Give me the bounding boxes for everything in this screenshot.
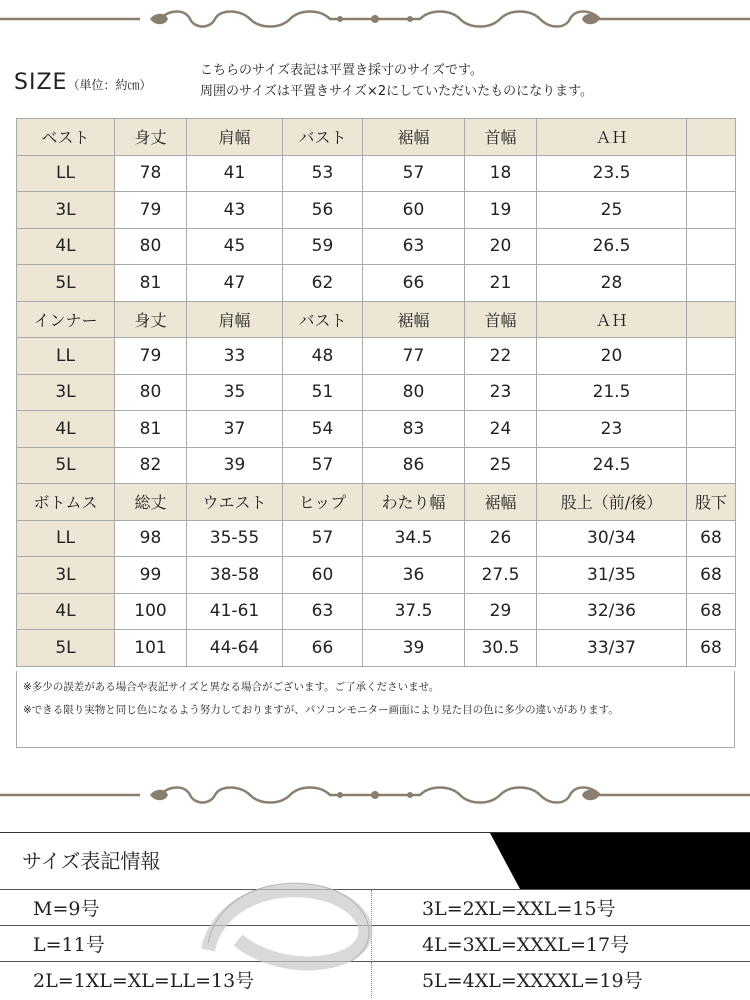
table-cell: 19 bbox=[465, 192, 537, 229]
column-header: 肩幅 bbox=[187, 301, 283, 338]
table-cell: 29 bbox=[465, 593, 537, 630]
table-row bbox=[17, 630, 736, 667]
table-cell: 81 bbox=[115, 265, 187, 302]
size-info-left: 2L=1XL=XL=LL=13号 bbox=[33, 970, 255, 992]
table-cell: 48 bbox=[283, 338, 363, 375]
table-cell: 79 bbox=[115, 192, 187, 229]
size-label-cell: LL bbox=[17, 155, 115, 192]
table-row bbox=[17, 411, 736, 448]
table-row bbox=[17, 265, 736, 302]
table-cell: 28 bbox=[537, 265, 687, 302]
column-header: 身丈 bbox=[115, 301, 187, 338]
size-label-text: SIZE bbox=[14, 70, 68, 95]
size-title bbox=[14, 70, 151, 95]
column-header: 股下 bbox=[687, 484, 736, 521]
table-cell: 35 bbox=[187, 374, 283, 411]
column-header: ボトムス bbox=[17, 484, 115, 521]
table-row bbox=[17, 557, 736, 594]
table-cell: 45 bbox=[187, 228, 283, 265]
table-row bbox=[17, 338, 736, 375]
table-row bbox=[17, 192, 736, 229]
table-cell: 98 bbox=[115, 520, 187, 557]
table-cell: 41 bbox=[187, 155, 283, 192]
table-cell: 20 bbox=[465, 228, 537, 265]
table-cell: 80 bbox=[115, 374, 187, 411]
table-cell: 22 bbox=[465, 338, 537, 375]
table-cell bbox=[687, 338, 736, 375]
table-cell: 25 bbox=[537, 192, 687, 229]
table-row bbox=[17, 593, 736, 630]
table-cell: 101 bbox=[115, 630, 187, 667]
table-cell: 38-58 bbox=[187, 557, 283, 594]
size-label-cell: 3L bbox=[17, 192, 115, 229]
bottoms-header-row bbox=[17, 484, 736, 521]
column-header: インナー bbox=[17, 301, 115, 338]
table-cell: 81 bbox=[115, 411, 187, 448]
table-cell bbox=[687, 447, 736, 484]
column-header: 総丈 bbox=[115, 484, 187, 521]
table-cell: 82 bbox=[115, 447, 187, 484]
table-cell: 57 bbox=[363, 155, 465, 192]
column-header: ヒップ bbox=[283, 484, 363, 521]
column-header bbox=[687, 301, 736, 338]
table-cell bbox=[687, 228, 736, 265]
table-cell: 27.5 bbox=[465, 557, 537, 594]
column-header: バスト bbox=[283, 119, 363, 156]
table-cell: 33 bbox=[187, 338, 283, 375]
column-header: 裾幅 bbox=[363, 301, 465, 338]
size-note-line1: こちらのサイズ表記は平置き採寸のサイズです。 bbox=[200, 63, 483, 78]
size-label-cell: LL bbox=[17, 520, 115, 557]
table-cell: 34.5 bbox=[363, 520, 465, 557]
table-cell: 68 bbox=[687, 630, 736, 667]
size-info-left: M=9号 bbox=[33, 898, 100, 920]
table-cell: 21 bbox=[465, 265, 537, 302]
table-cell: 18 bbox=[465, 155, 537, 192]
table-cell: 23 bbox=[537, 411, 687, 448]
size-label-cell: LL bbox=[17, 338, 115, 375]
note-color: ※できる限り実物と同じ色になるよう努力しておりますが、パソコンモニター画面により見た目の色に多少の違いがあります。 bbox=[23, 704, 619, 716]
bottom-flourish-divider bbox=[0, 780, 750, 810]
table-cell: 43 bbox=[187, 192, 283, 229]
table-cell: 39 bbox=[187, 447, 283, 484]
inner-header-row bbox=[17, 301, 736, 338]
table-cell: 100 bbox=[115, 593, 187, 630]
column-header: 肩幅 bbox=[187, 119, 283, 156]
table-cell: 37.5 bbox=[363, 593, 465, 630]
table-cell: 30/34 bbox=[537, 520, 687, 557]
table-cell: 20 bbox=[537, 338, 687, 375]
size-label-cell: 5L bbox=[17, 447, 115, 484]
size-label-cell: 4L bbox=[17, 593, 115, 630]
table-cell: 30.5 bbox=[465, 630, 537, 667]
table-cell: 68 bbox=[687, 593, 736, 630]
size-info-right: 5L=4XL=XXXXL=19号 bbox=[422, 970, 643, 992]
table-cell: 68 bbox=[687, 557, 736, 594]
table-cell: 33/37 bbox=[537, 630, 687, 667]
table-cell: 62 bbox=[283, 265, 363, 302]
size-table bbox=[16, 118, 736, 667]
column-header: わたり幅 bbox=[363, 484, 465, 521]
table-cell: 24.5 bbox=[537, 447, 687, 484]
table-cell: 47 bbox=[187, 265, 283, 302]
table-cell: 25 bbox=[465, 447, 537, 484]
size-label-cell: 5L bbox=[17, 630, 115, 667]
size-label-cell: 5L bbox=[17, 265, 115, 302]
table-cell: 80 bbox=[115, 228, 187, 265]
column-header: ウエスト bbox=[187, 484, 283, 521]
table-cell: 99 bbox=[115, 557, 187, 594]
size-note bbox=[200, 60, 593, 102]
table-cell: 21.5 bbox=[537, 374, 687, 411]
table-row bbox=[17, 520, 736, 557]
note-error: ※多少の誤差がある場合や表記サイズと異なる場合がございます。ご了承くださいませ。 bbox=[23, 681, 440, 693]
size-info-left: L=11号 bbox=[33, 934, 105, 956]
table-cell: 86 bbox=[363, 447, 465, 484]
table-cell: 66 bbox=[283, 630, 363, 667]
column-header: 身丈 bbox=[115, 119, 187, 156]
size-unit-text: （単位：約㎝） bbox=[67, 78, 152, 92]
table-cell bbox=[687, 155, 736, 192]
table-row bbox=[17, 155, 736, 192]
table-cell: 23.5 bbox=[537, 155, 687, 192]
size-info-right: 4L=3XL=XXXL=17号 bbox=[422, 934, 630, 956]
column-header: バスト bbox=[283, 301, 363, 338]
column-header: 首幅 bbox=[465, 119, 537, 156]
table-row bbox=[17, 228, 736, 265]
table-row bbox=[17, 447, 736, 484]
arrow-banner-icon bbox=[490, 833, 750, 893]
table-cell: 53 bbox=[283, 155, 363, 192]
size-info-right: 3L=2XL=XXL=15号 bbox=[422, 898, 616, 920]
column-header: ＡＨ bbox=[537, 301, 687, 338]
table-cell: 83 bbox=[363, 411, 465, 448]
top-flourish-divider bbox=[0, 4, 750, 34]
table-cell: 79 bbox=[115, 338, 187, 375]
notes-box bbox=[16, 671, 735, 748]
table-cell: 54 bbox=[283, 411, 363, 448]
table-cell: 60 bbox=[283, 557, 363, 594]
size-info-title: サイズ表記情報 bbox=[22, 849, 161, 873]
table-cell: 56 bbox=[283, 192, 363, 229]
table-cell: 35-55 bbox=[187, 520, 283, 557]
table-cell: 59 bbox=[283, 228, 363, 265]
table-cell: 68 bbox=[687, 520, 736, 557]
size-note-line2: 周囲のサイズは平置きサイズ×2にしていただいたものになります。 bbox=[200, 84, 594, 99]
vest-header-row bbox=[17, 119, 736, 156]
column-header: 裾幅 bbox=[363, 119, 465, 156]
size-label-cell: 4L bbox=[17, 228, 115, 265]
table-cell: 26.5 bbox=[537, 228, 687, 265]
table-cell: 36 bbox=[363, 557, 465, 594]
measuring-tape-icon bbox=[198, 870, 388, 984]
size-label-cell: 3L bbox=[17, 374, 115, 411]
table-cell: 32/36 bbox=[537, 593, 687, 630]
size-label-cell: 4L bbox=[17, 411, 115, 448]
table-cell bbox=[687, 265, 736, 302]
column-header: 股上（前/後） bbox=[537, 484, 687, 521]
table-cell: 23 bbox=[465, 374, 537, 411]
table-cell: 63 bbox=[283, 593, 363, 630]
table-cell: 57 bbox=[283, 520, 363, 557]
table-row bbox=[17, 374, 736, 411]
table-cell: 80 bbox=[363, 374, 465, 411]
table-cell bbox=[687, 411, 736, 448]
column-header bbox=[687, 119, 736, 156]
table-cell: 63 bbox=[363, 228, 465, 265]
column-header: ベスト bbox=[17, 119, 115, 156]
table-cell: 77 bbox=[363, 338, 465, 375]
column-header: 裾幅 bbox=[465, 484, 537, 521]
size-label-cell: 3L bbox=[17, 557, 115, 594]
table-cell: 39 bbox=[363, 630, 465, 667]
column-header: 首幅 bbox=[465, 301, 537, 338]
column-header: ＡＨ bbox=[537, 119, 687, 156]
table-cell bbox=[687, 192, 736, 229]
table-cell: 51 bbox=[283, 374, 363, 411]
table-cell: 44-64 bbox=[187, 630, 283, 667]
table-cell: 60 bbox=[363, 192, 465, 229]
table-cell: 37 bbox=[187, 411, 283, 448]
table-cell: 66 bbox=[363, 265, 465, 302]
table-cell: 41-61 bbox=[187, 593, 283, 630]
table-cell: 26 bbox=[465, 520, 537, 557]
table-cell: 24 bbox=[465, 411, 537, 448]
table-cell bbox=[687, 374, 736, 411]
table-cell: 31/35 bbox=[537, 557, 687, 594]
table-cell: 57 bbox=[283, 447, 363, 484]
table-cell: 78 bbox=[115, 155, 187, 192]
